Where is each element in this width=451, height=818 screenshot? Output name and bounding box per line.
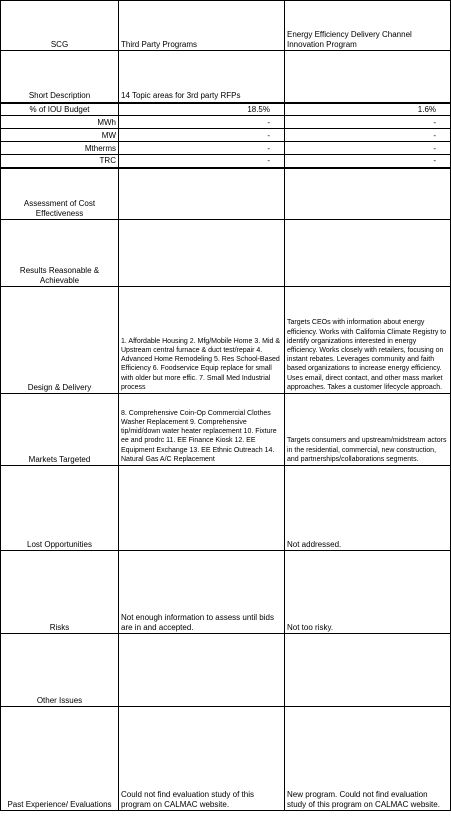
mw-third-party: -: [119, 129, 285, 142]
header-row: [1, 1, 451, 51]
row-budget: [1, 103, 451, 116]
label-mwh: MWh: [1, 116, 119, 129]
other-ee-delivery: [285, 634, 451, 707]
row-past-experience: [1, 707, 451, 811]
cost-effectiveness-third-party: [119, 168, 285, 220]
budget-third-party: 18.5%: [119, 103, 285, 116]
mw-ee-delivery: -: [285, 129, 451, 142]
label-lost-opportunities: Lost Opportunities: [1, 466, 119, 551]
lost-ee-delivery: Not addressed.: [285, 466, 451, 551]
header-scg: SCG: [1, 1, 119, 51]
label-design-delivery: Design & Delivery: [1, 287, 119, 394]
label-other-issues: Other Issues: [1, 634, 119, 707]
label-results: Results Reasonable & Achievable: [1, 220, 119, 287]
row-markets: [1, 394, 451, 466]
budget-ee-delivery: 1.6%: [285, 103, 451, 116]
design-third-party: 1. Affordable Housing 2. Mfg/Mobile Home 3. Mid & Upstream central furnace & duct test/repair 4. Advanced Home Remodeling 5. Res School-Based Efficiency 6. Foodservice Equip replace for small with older but more effic. 7. Small Med Industrial process: [119, 287, 285, 394]
mwh-third-party: -: [119, 116, 285, 129]
label-trc: TRC: [1, 155, 119, 168]
label-past-experience: Past Experience/ Evaluations: [1, 707, 119, 811]
short-description-third-party: 14 Topic areas for 3rd party RFPs: [119, 51, 285, 103]
risks-ee-delivery: Not too risky.: [285, 551, 451, 634]
label-short-description: Short Description: [1, 51, 119, 103]
results-ee-delivery: [285, 220, 451, 287]
label-markets: Markets Targeted: [1, 394, 119, 466]
design-ee-delivery: Targets CEOs with information about energy efficiency. Works with California Climate Registry to identify organizations interested in energy efficiency. Works closely with retailers, focusing on instant rebates. Leverages community and faith based organizations to increase energy efficiency. Uses email, direct contact, and other mass market approaches. Takes a customer lifecycle approach.: [285, 287, 451, 394]
other-third-party: [119, 634, 285, 707]
header-third-party: Third Party Programs: [119, 1, 285, 51]
header-ee-delivery: Energy Efficiency Delivery Channel Innovation Program: [285, 1, 451, 51]
row-mtherms: [1, 142, 451, 155]
row-short-description: [1, 51, 451, 103]
short-description-ee-delivery: [285, 51, 451, 103]
label-mw: MW: [1, 129, 119, 142]
row-mw: [1, 129, 451, 142]
row-lost-opportunities: [1, 466, 451, 551]
row-design-delivery: [1, 287, 451, 394]
label-mtherms: Mtherms: [1, 142, 119, 155]
row-cost-effectiveness: [1, 168, 451, 220]
label-cost-effectiveness: Assessment of Cost Effectiveness: [1, 168, 119, 220]
row-mwh: [1, 116, 451, 129]
markets-ee-delivery: Targets consumers and upstream/midstream actors in the residential, commercial, new construction, and partnerships/collaborations segments.: [285, 394, 451, 466]
label-budget: % of IOU Budget: [1, 103, 119, 116]
mtherms-ee-delivery: -: [285, 142, 451, 155]
risks-third-party: Not enough information to assess until bids are in and accepted.: [119, 551, 285, 634]
lost-third-party: [119, 466, 285, 551]
past-ee-delivery: New program. Could not find evaluation study of this program on CALMAC website.: [285, 707, 451, 811]
mwh-ee-delivery: -: [285, 116, 451, 129]
label-risks: Risks: [1, 551, 119, 634]
trc-third-party: -: [119, 155, 285, 168]
row-other-issues: [1, 634, 451, 707]
cost-effectiveness-ee-delivery: [285, 168, 451, 220]
past-third-party: Could not find evaluation study of this program on CALMAC website.: [119, 707, 285, 811]
row-risks: [1, 551, 451, 634]
row-trc: [1, 155, 451, 168]
mtherms-third-party: -: [119, 142, 285, 155]
row-results: [1, 220, 451, 287]
trc-ee-delivery: -: [285, 155, 451, 168]
markets-third-party: 8. Comprehensive Coin-Op Commercial Clothes Washer Replacement 9. Comprehensive tip/mid/down water heater replacement 10. Fixture ee and prodrc 11. EE Finance Kiosk 12. EE Equipment Exchange 13. EE Ethnic Outreach 14. Natural Gas A/C Replacement: [119, 394, 285, 466]
results-third-party: [119, 220, 285, 287]
